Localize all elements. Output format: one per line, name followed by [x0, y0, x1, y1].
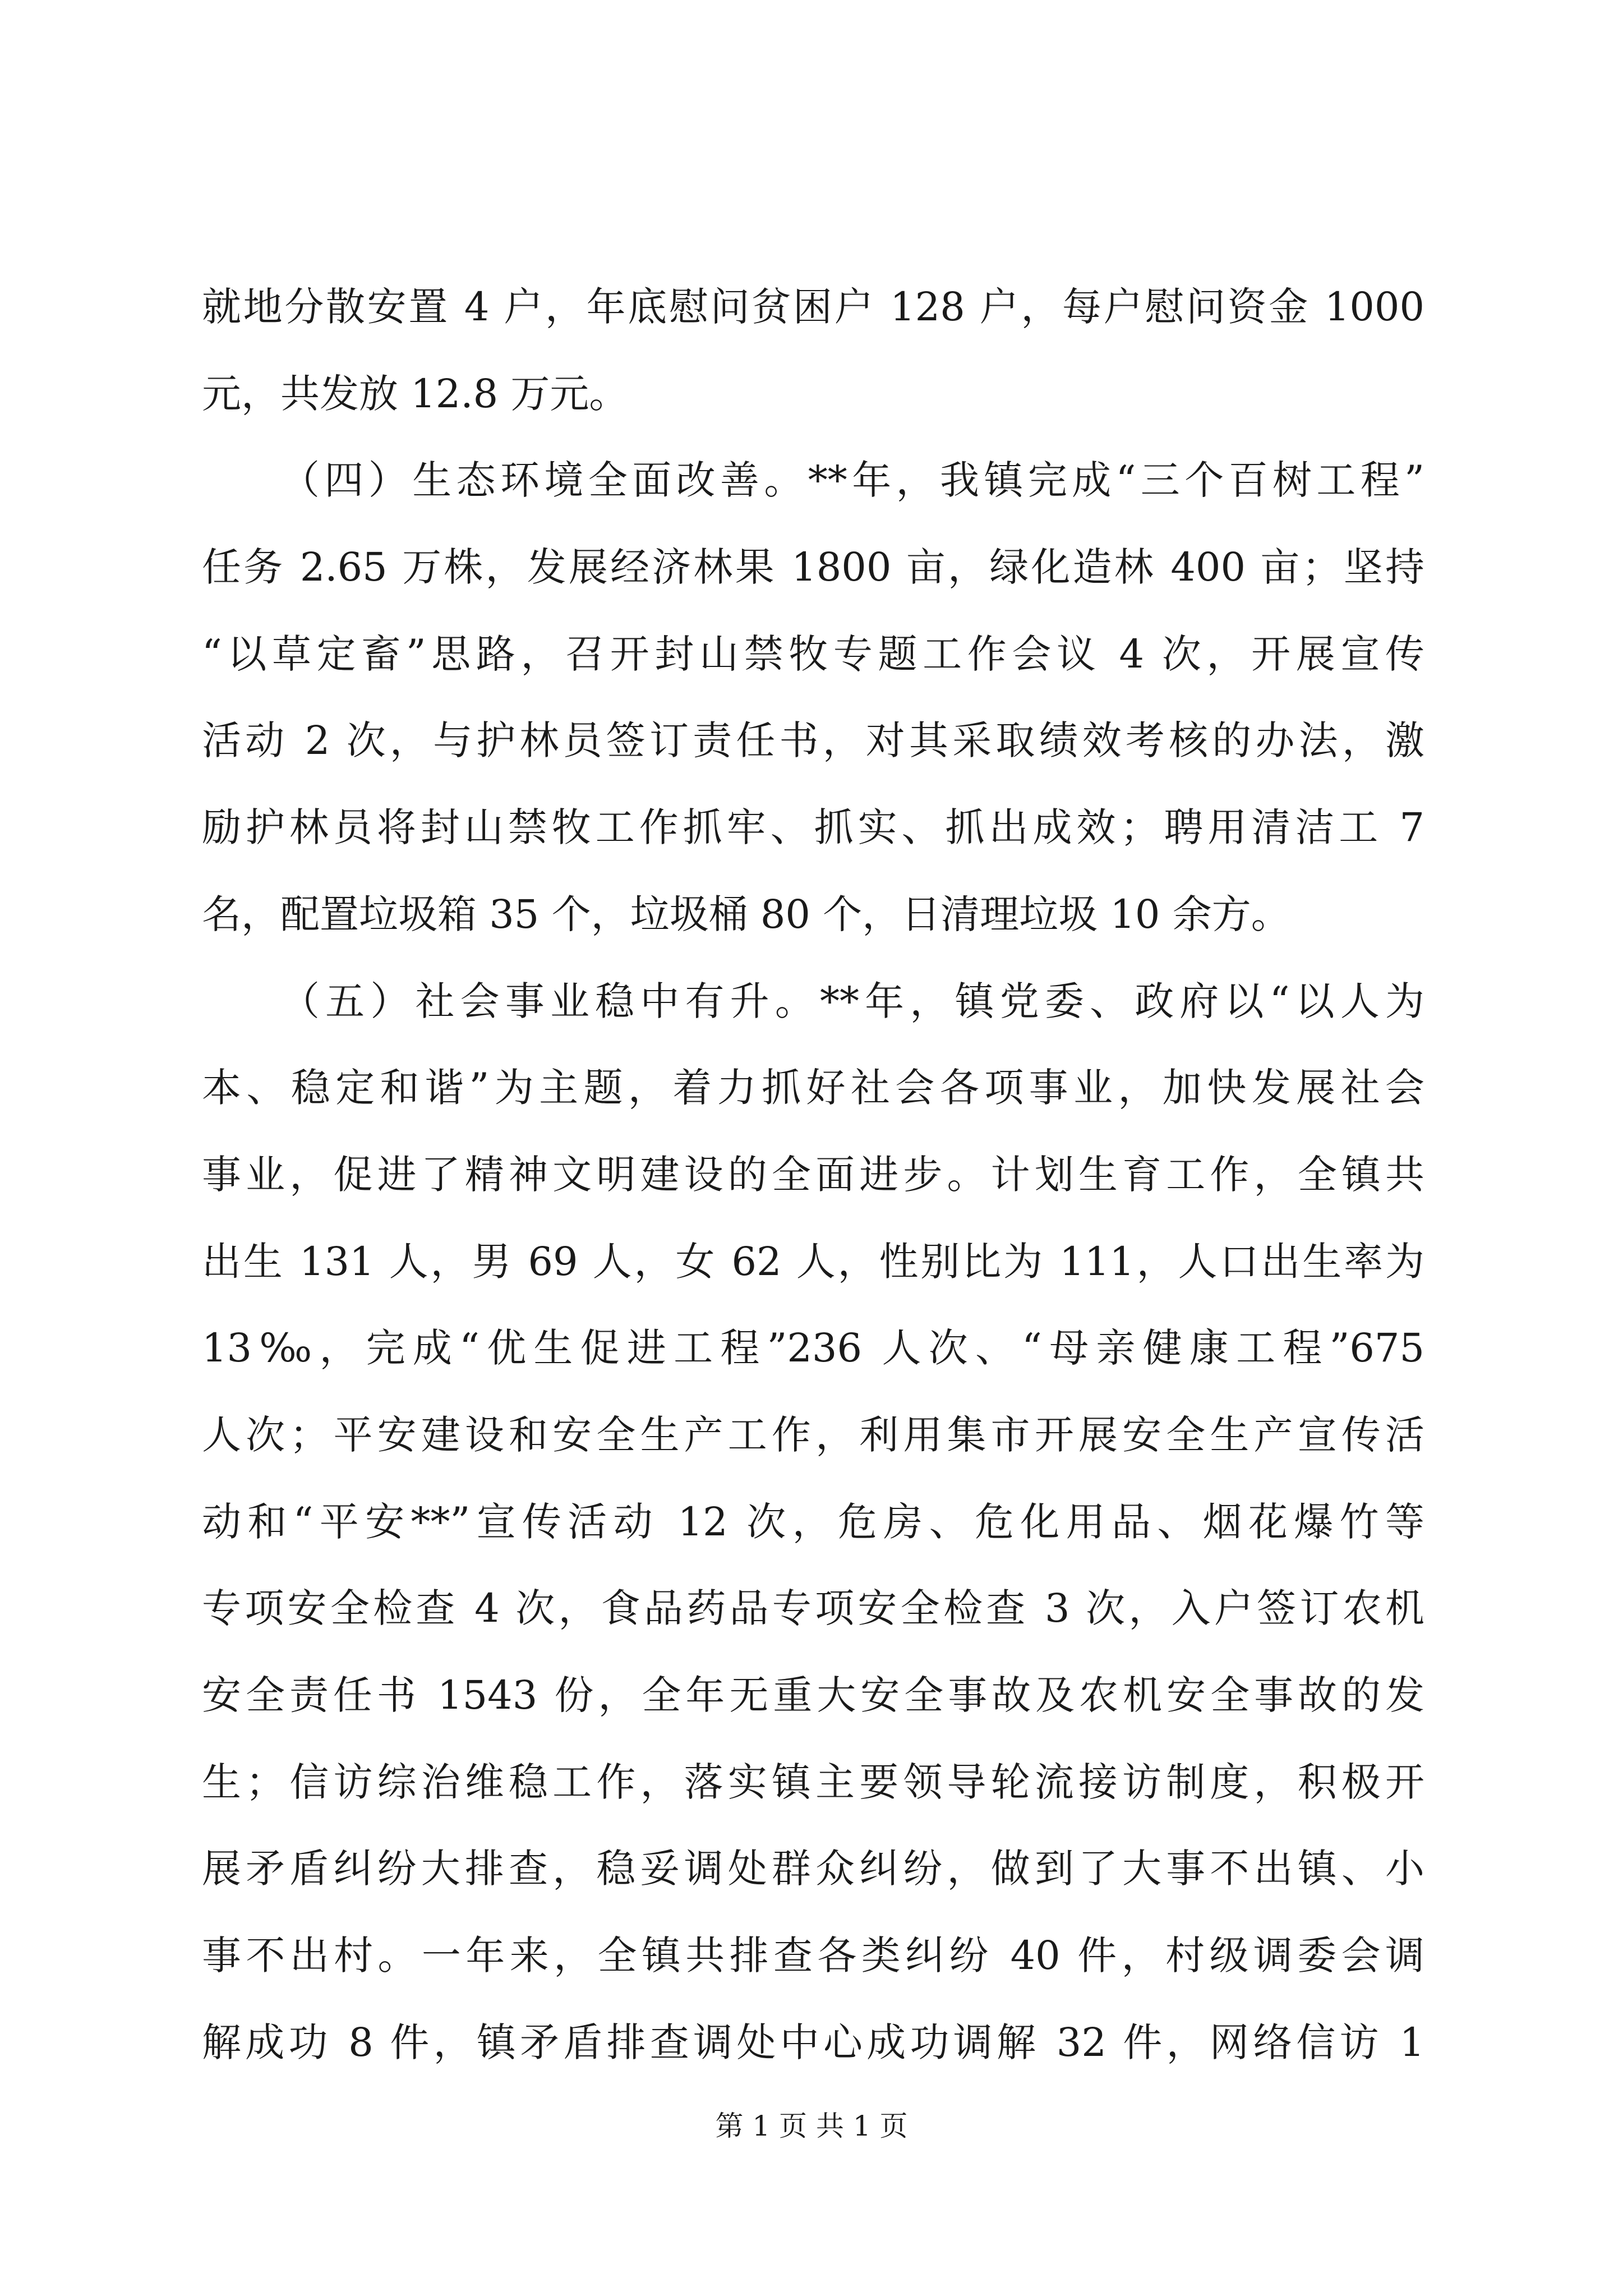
text-line: 事不出村。一年来，全镇共排查各类纠纷 40 件，村级调委会调	[202, 1932, 1424, 1979]
text-line: 就地分散安置 4 户，年底慰问贫困户 128 户，每户慰问资金 1000	[202, 284, 1424, 330]
text-line: 任务 2.65 万株，发展经济林果 1800 亩，绿化造林 400 亩；坚持	[202, 544, 1424, 591]
document-body	[202, 264, 1424, 2086]
text-line: 解成功 8 件，镇矛盾排查调处中心成功调解 32 件，网络信访 1	[202, 2019, 1424, 2065]
text-line: 13‰，完成“优生促进工程”236 人次、“母亲健康工程”675	[202, 1325, 1424, 1372]
text-line: 出生 131 人，男 69 人，女 62 人，性别比为 111，人口出生率为	[202, 1238, 1424, 1285]
text-line: 人次；平安建设和安全生产工作，利用集市开展安全生产宣传活	[202, 1411, 1424, 1458]
text-line: （五）社会事业稳中有升。**年，镇党委、政府以“以人为	[280, 978, 1424, 1024]
text-line: 名，配置垃圾箱 35 个，垃圾桶 80 个，日清理垃圾 10 余方。	[202, 891, 1290, 937]
text-line: 活动 2 次，与护林员签订责任书，对其采取绩效考核的办法，激	[202, 717, 1424, 764]
text-line: 生；信访综治维稳工作，落实镇主要领导轮流接访制度，积极开	[202, 1759, 1424, 1805]
text-line: 安全责任书 1543 份，全年无重大安全事故及农机安全事故的发	[202, 1672, 1424, 1718]
text-line: 事业，促进了精神文明建设的全面进步。计划生育工作，全镇共	[202, 1151, 1424, 1198]
text-line: 元，共发放 12.8 万元。	[202, 370, 629, 417]
text-line: 展矛盾纠纷大排查，稳妥调处群众纠纷，做到了大事不出镇、小	[202, 1846, 1424, 1892]
text-line: 专项安全检查 4 次，食品药品专项安全检查 3 次，入户签订农机	[202, 1585, 1424, 1632]
text-line: “以草定畜”思路，召开封山禁牧专题工作会议 4 次，开展宣传	[202, 631, 1424, 677]
text-line: （四）生态环境全面改善。**年，我镇完成“三个百树工程”	[280, 457, 1424, 504]
text-line: 励护林员将封山禁牧工作抓牢、抓实、抓出成效；聘用清洁工 7	[202, 804, 1424, 851]
page-footer: 第 1 页 共 1 页	[715, 2110, 908, 2142]
text-line: 本、稳定和谐”为主题，着力抓好社会各项事业，加快发展社会	[202, 1065, 1424, 1111]
text-line: 动和“平安**”宣传活动 12 次，危房、危化用品、烟花爆竹等	[202, 1498, 1424, 1545]
